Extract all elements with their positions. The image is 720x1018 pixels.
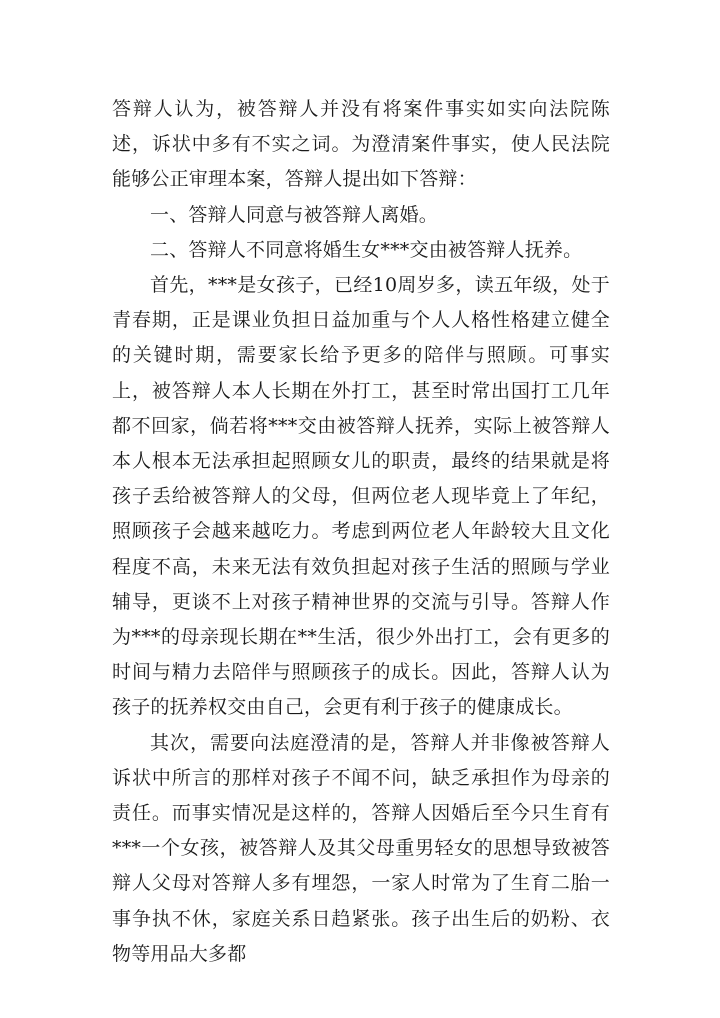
document-body [112, 92, 610, 972]
paragraph-point-one: 一、答辩人同意与被答辩人离婚。 [150, 203, 439, 226]
paragraph-second-argument: 其次，需要向法庭澄清的是，答辩人并非像被答辩人诉状中所言的那样对孩子不闻不问，缺乏承担作为母亲的责任。而事实情况是这样的，答辩人因婚后至今只生育有***一个女孩，被答辩人及其父母重男轻女的思想导致被答辩人父母对答辩人多有埋怨，一家人时常为了生育二胎一事争执不休，家庭关系日趋紧张。孩子出生后的奶粉、衣物等用品大多都 [112, 731, 610, 965]
paragraph-point-two: 二、答辩人不同意将婚生女***交由被答辩人抚养。 [150, 238, 583, 261]
paragraph-first-argument: 首先，***是女孩子，已经10周岁多，读五年级，处于青春期，正是课业负担日益加重与个人人格性格建立健全的关键时期，需要家长给予更多的陪伴与照顾。可事实上，被答辩人本人长期在外打工，甚至时常出国打工几年都不回家，倘若将***交由被答辩人抚养，实际上被答辩人本人根本无法承担起照顾女儿的职责，最终的结果就是将孩子丢给被答辩人的父母，但两位老人现毕竟上了年纪，照顾孩子会越来越吃力。考虑到两位老人年龄较大且文化程度不高，未来无法有效负担起对孩子生活的照顾与学业辅导，更谈不上对孩子精神世界的交流与引导。答辩人作为***的母亲现长期在**生活，很少外出打工，会有更多的时间与精力去陪伴与照顾孩子的成长。因此，答辩人认为孩子的抚养权交由自己，会更有利于孩子的健康成长。 [112, 274, 610, 719]
paragraph-intro: 答辩人认为，被答辩人并没有将案件事实如实向法院陈述，诉状中多有不实之词。为澄清案件事实，使人民法院能够公正审理本案，答辩人提出如下答辩： [112, 98, 610, 191]
